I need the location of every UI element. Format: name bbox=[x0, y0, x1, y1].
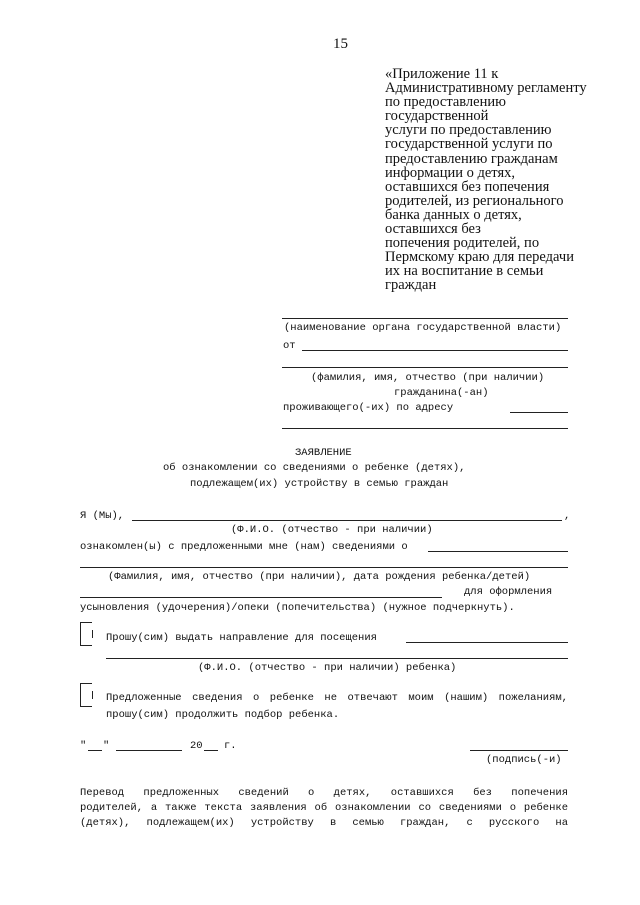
appendix-line: услуги по предоставлению bbox=[385, 122, 552, 139]
from-field[interactable] bbox=[302, 350, 568, 351]
appendix-line: банка данных о детях, bbox=[385, 206, 522, 223]
statement-heading: ЗАЯВЛЕНИЕ bbox=[295, 447, 352, 459]
appendix-line: граждан bbox=[385, 277, 437, 294]
option1-field[interactable] bbox=[406, 642, 568, 643]
child-field[interactable] bbox=[80, 567, 568, 568]
from-field-2[interactable] bbox=[282, 367, 568, 368]
address-label: проживающего(-их) по адресу bbox=[283, 402, 454, 414]
appendix-line: «Приложение 11 к bbox=[385, 66, 499, 82]
option2-line2: прошу(сим) продолжить подбор ребенка. bbox=[106, 709, 340, 721]
citizen-caption: гражданина(-ан) bbox=[394, 387, 489, 399]
for-registration: для оформления bbox=[464, 586, 553, 598]
statement-title-line2: подлежащем(их) устройству в семью граждан bbox=[190, 478, 449, 490]
address-field-2[interactable] bbox=[282, 428, 568, 429]
address-field[interactable] bbox=[510, 412, 568, 413]
option2-line1: Предложенные сведения о ребенке не отвечают моим (нашим) пожеланиям, bbox=[106, 692, 568, 704]
appendix-line: попечения родителей, по bbox=[385, 235, 540, 252]
appendix-line: государственной услуги по bbox=[385, 136, 553, 153]
footer-line1: Перевод предложенных сведений о детях, оставшихся без попечения bbox=[80, 787, 568, 799]
acquainted-label: ознакомлен(ы) с предложенными мне (нам) сведениями о bbox=[80, 541, 408, 553]
appendix-line: Административному регламенту bbox=[385, 80, 587, 97]
footer-line3: (детях), подлежащем(их) устройству в семью граждан, с русского на bbox=[80, 817, 568, 829]
date-year-suffix: г. bbox=[224, 740, 237, 752]
acquainted-field[interactable] bbox=[428, 551, 568, 552]
we-label: Я (Мы), bbox=[80, 510, 125, 522]
option2-checkbox[interactable] bbox=[80, 683, 94, 707]
from-label: от bbox=[283, 340, 296, 352]
adoption-line: усыновления (удочерения)/опеки (попечительства) (нужное подчеркнуть). bbox=[80, 602, 515, 614]
appendix-line: оставшихся без попечения bbox=[385, 178, 550, 195]
option1-checkbox[interactable] bbox=[80, 622, 94, 646]
statement-title-line1: об ознакомлении со сведениями о ребенке (детях), bbox=[163, 462, 466, 474]
authority-caption: (наименование органа государственной власти) bbox=[284, 322, 562, 334]
date-month-field[interactable] bbox=[116, 750, 182, 751]
date-year-prefix: 20 bbox=[190, 740, 203, 752]
fio-caption: (фамилия, имя, отчество (при наличии) bbox=[311, 372, 545, 384]
appendix-line: информации о детях, bbox=[385, 164, 515, 181]
child-caption: (Фамилия, имя, отчество (при наличии), дата рождения ребенка/детей) bbox=[108, 571, 531, 583]
option1-caption: (Ф.И.О. (отчество - при наличии) ребенка) bbox=[198, 662, 457, 674]
option1-field-2[interactable] bbox=[106, 658, 568, 659]
date-quote-open: " bbox=[80, 740, 87, 752]
footer-line2: родителей, а также текста заявления об ознакомлении со сведениями о ребенке bbox=[80, 802, 568, 814]
signature-caption: (подпись(-и) bbox=[486, 754, 562, 766]
appendix-line: Пермскому краю для передачи bbox=[385, 249, 574, 266]
appendix-line: оставшихся без bbox=[385, 221, 481, 238]
page-number: 15 bbox=[333, 36, 348, 52]
option1-label: Прошу(сим) выдать направление для посещения bbox=[106, 632, 377, 644]
appendix-line: государственной bbox=[385, 108, 489, 125]
comma: , bbox=[564, 510, 571, 522]
date-quote-close: " bbox=[103, 740, 110, 752]
applicant-fio-caption: (Ф.И.О. (отчество - при наличии) bbox=[231, 524, 433, 536]
date-year-field[interactable] bbox=[204, 750, 218, 751]
date-day-field[interactable] bbox=[88, 750, 102, 751]
appendix-line: родителей, из регионального bbox=[385, 192, 564, 209]
appendix-block bbox=[385, 67, 587, 293]
authority-field[interactable] bbox=[282, 318, 568, 319]
appendix-line: по предоставлению bbox=[385, 94, 506, 111]
appendix-line: их на воспитание в семьи bbox=[385, 263, 544, 280]
child-field-2[interactable] bbox=[80, 597, 442, 598]
applicant-fio-field[interactable] bbox=[132, 520, 562, 521]
signature-field[interactable] bbox=[470, 750, 568, 751]
appendix-line: предоставлению гражданам bbox=[385, 150, 558, 167]
